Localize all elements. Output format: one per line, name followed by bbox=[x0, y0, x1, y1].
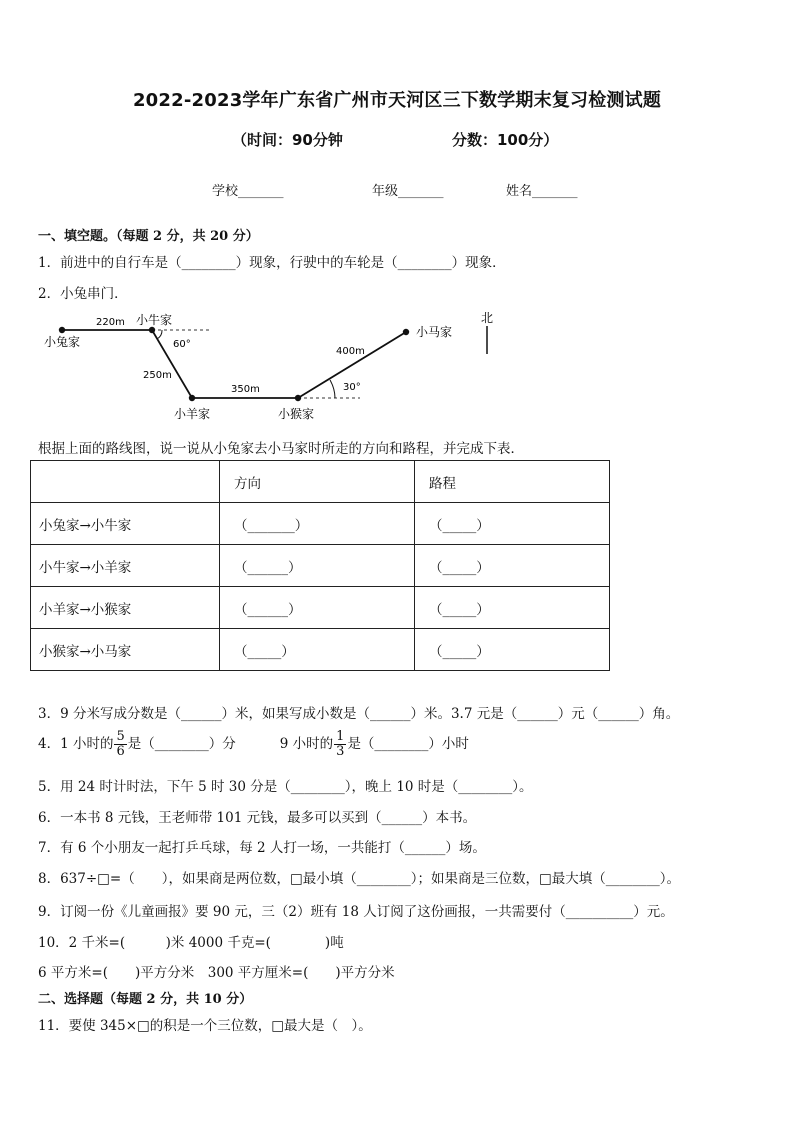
table-row bbox=[31, 587, 610, 629]
name-field[interactable]: 姓名_______ bbox=[506, 184, 578, 199]
table-cell-direction[interactable]: （______） bbox=[220, 587, 415, 629]
question-2-instruction: 根据上面的路线图，说一说从小兔家去小马家时所走的方向和路程，并完成下表． bbox=[38, 441, 524, 457]
distance-sheep-monkey: 350m bbox=[231, 384, 260, 395]
route-table bbox=[30, 460, 610, 671]
school-field[interactable]: 学校_______ bbox=[212, 184, 284, 199]
question-4 bbox=[38, 730, 469, 759]
fraction-one-third bbox=[334, 730, 346, 759]
rabbit-home-label: 小兔家 bbox=[44, 335, 81, 349]
horse-home-label: 小马家 bbox=[416, 325, 453, 339]
cow-angle-label: 60° bbox=[173, 339, 191, 350]
fraction-denominator: 3 bbox=[336, 744, 345, 759]
question-11: 11．要使 345×□的积是一个三位数，□最大是（ ）。 bbox=[38, 1018, 372, 1034]
cow-angle-arc bbox=[157, 330, 162, 339]
rabbit-home-point bbox=[59, 327, 65, 333]
table-row bbox=[31, 503, 610, 545]
question-2: 2．小兔串门． bbox=[38, 286, 128, 302]
monkey-home-point bbox=[295, 395, 301, 401]
question-3: 3．9 分米写成分数是（______）米，如果写成小数是（______）米。3.7 元是（______）元（______）角。 bbox=[38, 706, 680, 722]
fraction-numerator: 5 bbox=[116, 729, 125, 744]
cow-home-label: 小牛家 bbox=[136, 313, 173, 327]
table-row bbox=[31, 629, 610, 671]
sheep-home-label: 小羊家 bbox=[174, 407, 211, 421]
table-cell-direction[interactable]: （______） bbox=[220, 545, 415, 587]
distance-monkey-horse: 400m bbox=[336, 346, 365, 357]
route-map bbox=[0, 300, 560, 430]
question-4-part1-suffix: 是（________）分 bbox=[127, 736, 236, 752]
question-10-line-1: 10．2 千米=( )米 4000 千克=( )吨 bbox=[38, 935, 344, 951]
distance-rabbit-cow: 220m bbox=[96, 317, 125, 328]
grade-field[interactable]: 年级_______ bbox=[372, 184, 444, 199]
table-header-row bbox=[31, 461, 610, 503]
table-cell-route: 小猴家→小马家 bbox=[31, 629, 220, 671]
section-2-heading: 二、选择题（每题 2 分，共 10 分） bbox=[38, 992, 253, 1007]
distance-cow-sheep: 250m bbox=[143, 370, 172, 381]
table-cell-route: 小牛家→小羊家 bbox=[31, 545, 220, 587]
question-5: 5．用 24 时计时法，下午 5 时 30 分是（________），晚上 10 时是（________）。 bbox=[38, 779, 533, 795]
table-cell-direction[interactable]: （_______） bbox=[220, 503, 415, 545]
question-8: 8．637÷□=（ ），如果商是两位数，□最小填（________）；如果商是三位数，□最大填（________）。 bbox=[38, 871, 680, 887]
table-cell-direction[interactable]: （_____） bbox=[220, 629, 415, 671]
question-10-line-2: 6 平方米=( )平方分米 300 平方厘米=( )平方分米 bbox=[38, 965, 395, 981]
fraction-denominator: 6 bbox=[116, 744, 125, 759]
question-1: 1．前进中的自行车是（________）现象，行驶中的车轮是（________）现象． bbox=[38, 255, 506, 271]
north-label: 北 bbox=[481, 311, 494, 325]
table-header-cell: 方向 bbox=[220, 461, 415, 503]
question-9: 9．订阅一份《儿童画报》要 90 元，三（2）班有 18 人订阅了这份画报，一共需要付（__________）元。 bbox=[38, 904, 674, 920]
monkey-angle-label: 30° bbox=[343, 382, 361, 393]
monkey-angle-arc bbox=[330, 380, 335, 398]
question-4-part2-prefix: 9 小时的 bbox=[279, 736, 334, 752]
table-cell-distance[interactable]: （_____） bbox=[415, 587, 610, 629]
table-cell-distance[interactable]: （_____） bbox=[415, 545, 610, 587]
fraction-five-sixths bbox=[114, 730, 126, 759]
question-4-part1-prefix: 4．1 小时的 bbox=[38, 736, 114, 752]
cow-home-point bbox=[149, 327, 155, 333]
table-cell-distance[interactable]: （_____） bbox=[415, 503, 610, 545]
question-4-part2-suffix: 是（________）小时 bbox=[347, 736, 469, 752]
horse-home-point bbox=[403, 329, 409, 335]
exam-score: 分数：100分） bbox=[452, 131, 559, 149]
table-cell-distance[interactable]: （_____） bbox=[415, 629, 610, 671]
page-title: 2022-2023学年广东省广州市天河区三下数学期末复习检测试题 bbox=[132, 90, 662, 111]
fraction-numerator: 1 bbox=[336, 729, 345, 744]
table-header-cell: 路程 bbox=[415, 461, 610, 503]
monkey-home-label: 小猴家 bbox=[278, 407, 315, 421]
sheep-home-point bbox=[189, 395, 195, 401]
table-cell-route: 小羊家→小猴家 bbox=[31, 587, 220, 629]
question-7: 7．有 6 个小朋友一起打乒乓球，每 2 人打一场，一共能打（______）场。 bbox=[38, 840, 486, 856]
section-1-heading: 一、填空题。（每题 2 分，共 20 分） bbox=[38, 229, 259, 244]
table-row bbox=[31, 545, 610, 587]
question-6: 6．一本书 8 元钱，王老师带 101 元钱，最多可以买到（______）本书。 bbox=[38, 810, 477, 826]
table-header-cell bbox=[31, 461, 220, 503]
exam-time: （时间：90分钟 bbox=[232, 131, 343, 149]
table-cell-route: 小兔家→小牛家 bbox=[31, 503, 220, 545]
